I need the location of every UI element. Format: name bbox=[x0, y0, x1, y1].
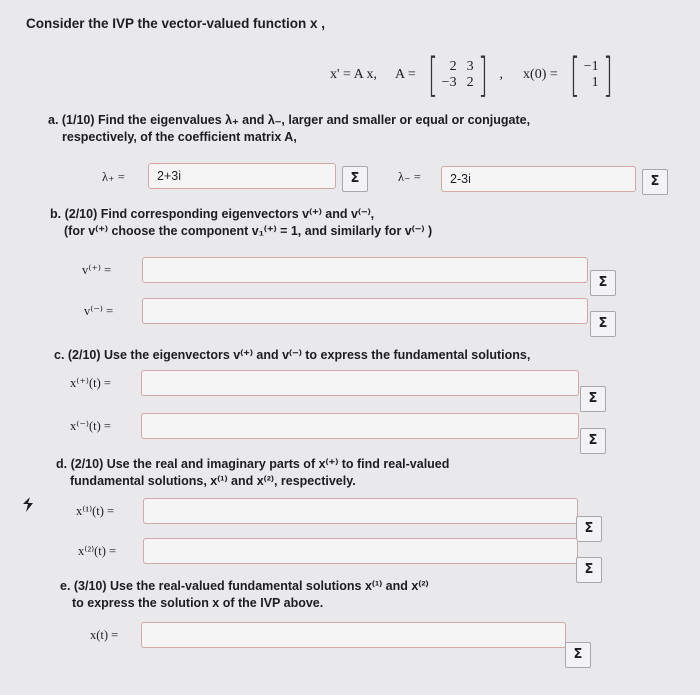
lambda-plus-sigma-button[interactable]: Σ bbox=[342, 166, 368, 192]
v-minus-sigma-button[interactable]: Σ bbox=[590, 311, 616, 337]
a11: 2 bbox=[449, 59, 457, 74]
lambda-minus-input[interactable]: 2-3i bbox=[441, 166, 636, 192]
x-plus-sigma-button[interactable]: Σ bbox=[580, 386, 606, 412]
v-plus-label: v⁽⁺⁾ = bbox=[82, 263, 112, 277]
equation-comma: , bbox=[499, 67, 504, 82]
a21: −3 bbox=[441, 75, 457, 90]
x2-input[interactable] bbox=[143, 538, 578, 564]
x0-label: x(0) = bbox=[523, 67, 558, 82]
x-minus-sigma-button[interactable]: Σ bbox=[580, 428, 606, 454]
v-plus-input[interactable] bbox=[142, 257, 588, 283]
lambda-plus-label: λ₊ = bbox=[102, 170, 125, 184]
ivp-equation bbox=[330, 48, 617, 102]
ode-text: x' = A x, bbox=[330, 67, 377, 82]
lambda-minus-label: λ₋ = bbox=[398, 170, 421, 184]
x1-label: x⁽¹⁾(t) = bbox=[76, 504, 115, 518]
lambda-minus-sigma-button[interactable]: Σ bbox=[642, 169, 668, 195]
x-plus-input[interactable] bbox=[141, 370, 579, 396]
v-plus-sigma-button[interactable]: Σ bbox=[590, 270, 616, 296]
part-c-question: c. (2/10) Use the eigenvectors v⁽⁺⁾ and v⁽⁻⁾ to express the fundamental solutions, bbox=[54, 348, 531, 362]
a-matrix: [ 2 3 −3 2 ] bbox=[427, 48, 488, 102]
v-minus-input[interactable] bbox=[142, 298, 588, 324]
x-solution-sigma-button[interactable]: Σ bbox=[565, 642, 591, 668]
x-minus-input[interactable] bbox=[141, 413, 579, 439]
x-solution-input[interactable] bbox=[141, 622, 566, 648]
x-minus-label: x⁽⁻⁾(t) = bbox=[70, 419, 111, 433]
a22: 2 bbox=[466, 75, 474, 90]
part-d-question: d. (2/10) Use the real and imaginary parts of x⁽⁺⁾ to find real-valued fundamental solutions, x⁽¹⁾ and x⁽²⁾, respectively. bbox=[56, 457, 450, 488]
x2-sigma-button[interactable]: Σ bbox=[576, 557, 602, 583]
problem-intro: Consider the IVP the vector-valued function x , bbox=[26, 16, 326, 31]
part-e-question: e. (3/10) Use the real-valued fundamental solutions x⁽¹⁾ and x⁽²⁾ to express the solution x of the IVP above. bbox=[60, 579, 429, 610]
x1-sigma-button[interactable]: Σ bbox=[576, 516, 602, 542]
x-solution-label: x(t) = bbox=[90, 628, 119, 642]
x1-input[interactable] bbox=[143, 498, 578, 524]
mouse-cursor-icon bbox=[20, 496, 36, 514]
v-minus-label: v⁽⁻⁾ = bbox=[84, 304, 114, 318]
x0-vector: [ −1 1 ] bbox=[569, 48, 613, 102]
part-a-question: a. (1/10) Find the eigenvalues λ₊ and λ₋, larger and smaller or equal or conjugate, respectively, of the coefficient matrix A, bbox=[48, 113, 531, 144]
a12: 3 bbox=[466, 59, 474, 74]
part-b-question: b. (2/10) Find corresponding eigenvectors v⁽⁺⁾ and v⁽⁻⁾, (for v⁽⁺⁾ choose the component v₁⁽⁺⁾ = 1, and similarly for v⁽⁻⁾ ) bbox=[50, 207, 433, 238]
a-matrix-label: A = bbox=[394, 67, 416, 82]
x-plus-label: x⁽⁺⁾(t) = bbox=[70, 376, 111, 390]
lambda-plus-input[interactable]: 2+3i bbox=[148, 163, 336, 189]
x0-2: 1 bbox=[591, 75, 599, 90]
x0-1: −1 bbox=[583, 59, 599, 74]
x2-label: x⁽²⁾(t) = bbox=[78, 544, 117, 558]
